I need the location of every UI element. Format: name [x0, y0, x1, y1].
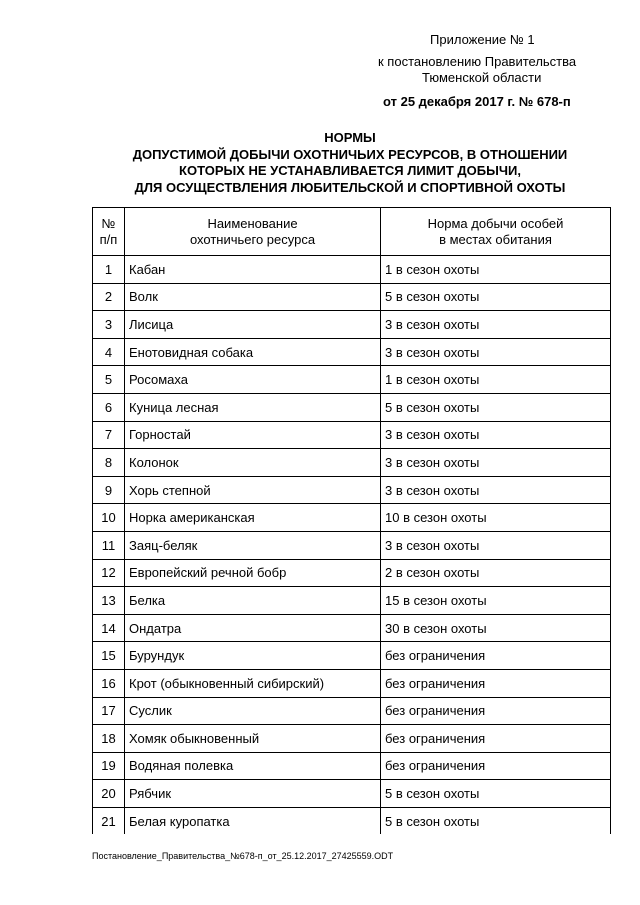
table-row — [93, 807, 611, 834]
table-row — [93, 421, 611, 449]
resource-name: Рябчик — [125, 780, 381, 808]
harvest-norm: 5 в сезон охоты — [381, 807, 611, 834]
harvest-norm: 2 в сезон охоты — [381, 559, 611, 587]
header-number — [93, 208, 125, 256]
header-number-line-2: п/п — [99, 231, 118, 247]
resource-name: Европейский речной бобр — [125, 559, 381, 587]
harvest-norm: 15 в сезон охоты — [381, 587, 611, 615]
table-row — [93, 697, 611, 725]
resolution-date: от 25 декабря 2017 г. № 678-п — [383, 94, 571, 109]
row-number: 16 — [93, 669, 125, 697]
header-resource-name — [125, 208, 381, 256]
resource-name: Белка — [125, 587, 381, 615]
resource-name: Колонок — [125, 449, 381, 477]
resource-name: Лисица — [125, 311, 381, 339]
table-row — [93, 311, 611, 339]
harvest-norm: 10 в сезон охоты — [381, 504, 611, 532]
table-row — [93, 449, 611, 477]
harvest-norm: без ограничения — [381, 642, 611, 670]
table-row — [93, 531, 611, 559]
table-row — [93, 476, 611, 504]
harvest-norm: 3 в сезон охоты — [381, 476, 611, 504]
row-number: 13 — [93, 587, 125, 615]
harvest-norm: 3 в сезон охоты — [381, 311, 611, 339]
resolution-line-2: Тюменской области — [422, 70, 542, 85]
resource-name: Горностай — [125, 421, 381, 449]
table-row — [93, 559, 611, 587]
resource-name: Куница лесная — [125, 393, 381, 421]
table-row — [93, 256, 611, 284]
harvest-norm: без ограничения — [381, 752, 611, 780]
row-number: 4 — [93, 338, 125, 366]
table-header-row — [93, 208, 611, 256]
resource-name: Росомаха — [125, 366, 381, 394]
harvest-norm: 5 в сезон охоты — [381, 780, 611, 808]
harvest-norm: без ограничения — [381, 669, 611, 697]
harvest-norm: без ограничения — [381, 725, 611, 753]
row-number: 3 — [93, 311, 125, 339]
harvest-norm: 3 в сезон охоты — [381, 338, 611, 366]
row-number: 15 — [93, 642, 125, 670]
row-number: 9 — [93, 476, 125, 504]
harvest-norm: 3 в сезон охоты — [381, 531, 611, 559]
harvest-norm: 3 в сезон охоты — [381, 421, 611, 449]
harvest-norm: 3 в сезон охоты — [381, 449, 611, 477]
resource-name: Водяная полевка — [125, 752, 381, 780]
header-norm-line-1: Норма добычи особей — [427, 215, 564, 231]
file-footer: Постановление_Правительства_№678-п_от_25.12.2017_27425559.ODT — [92, 851, 394, 861]
title-line-4: ДЛЯ ОСУЩЕСТВЛЕНИЯ ЛЮБИТЕЛЬСКОЙ И СПОРТИВНОЙ ОХОТЫ — [134, 179, 566, 195]
header-norm-line-2: в местах обитания — [439, 231, 552, 247]
table-row — [93, 780, 611, 808]
header-norm — [381, 208, 611, 256]
harvest-norm: 30 в сезон охоты — [381, 614, 611, 642]
resource-name: Заяц-беляк — [125, 531, 381, 559]
table-row — [93, 587, 611, 615]
title-line-3: КОТОРЫХ НЕ УСТАНАВЛИВАЕТСЯ ЛИМИТ ДОБЫЧИ, — [179, 163, 521, 178]
resource-name: Бурундук — [125, 642, 381, 670]
table-row — [93, 283, 611, 311]
row-number: 10 — [93, 504, 125, 532]
row-number: 14 — [93, 614, 125, 642]
row-number: 11 — [93, 531, 125, 559]
header-number-line-1: № — [101, 215, 116, 231]
resource-name: Енотовидная собака — [125, 338, 381, 366]
row-number: 8 — [93, 449, 125, 477]
title-line-2: ДОПУСТИМОЙ ДОБЫЧИ ОХОТНИЧЬИХ РЕСУРСОВ, В ОТНОШЕНИИ — [132, 146, 568, 162]
row-number: 12 — [93, 559, 125, 587]
resource-name: Хомяк обыкновенный — [125, 725, 381, 753]
hunting-norms-table — [92, 207, 611, 834]
row-number: 18 — [93, 725, 125, 753]
harvest-norm: 5 в сезон охоты — [381, 393, 611, 421]
row-number: 19 — [93, 752, 125, 780]
table-row — [93, 366, 611, 394]
table-row — [93, 614, 611, 642]
row-number: 7 — [93, 421, 125, 449]
resolution-line-1: к постановлению Правительства — [378, 54, 577, 69]
row-number: 17 — [93, 697, 125, 725]
resource-name: Белая куропатка — [125, 807, 381, 834]
resource-name: Крот (обыкновенный сибирский) — [125, 669, 381, 697]
table-row — [93, 393, 611, 421]
title-line-1: НОРМЫ — [324, 130, 376, 145]
row-number: 2 — [93, 283, 125, 311]
harvest-norm: 1 в сезон охоты — [381, 366, 611, 394]
table-row — [93, 725, 611, 753]
row-number: 6 — [93, 393, 125, 421]
table-row — [93, 669, 611, 697]
resource-name: Норка американская — [125, 504, 381, 532]
row-number: 20 — [93, 780, 125, 808]
resource-name: Суслик — [125, 697, 381, 725]
table-row — [93, 504, 611, 532]
header-name-line-2: охотничьего ресурса — [189, 231, 316, 247]
table-row — [93, 642, 611, 670]
document-title — [90, 130, 610, 196]
table-row — [93, 752, 611, 780]
table-row — [93, 338, 611, 366]
table-body — [93, 256, 611, 835]
harvest-norm: без ограничения — [381, 697, 611, 725]
row-number: 1 — [93, 256, 125, 284]
row-number: 5 — [93, 366, 125, 394]
resource-name: Ондатра — [125, 614, 381, 642]
harvest-norm: 1 в сезон охоты — [381, 256, 611, 284]
harvest-norm: 5 в сезон охоты — [381, 283, 611, 311]
resource-name: Волк — [125, 283, 381, 311]
appendix-label: Приложение № 1 — [430, 32, 535, 47]
row-number: 21 — [93, 807, 125, 834]
header-name-line-1: Наименование — [207, 215, 298, 231]
resource-name: Хорь степной — [125, 476, 381, 504]
resource-name: Кабан — [125, 256, 381, 284]
